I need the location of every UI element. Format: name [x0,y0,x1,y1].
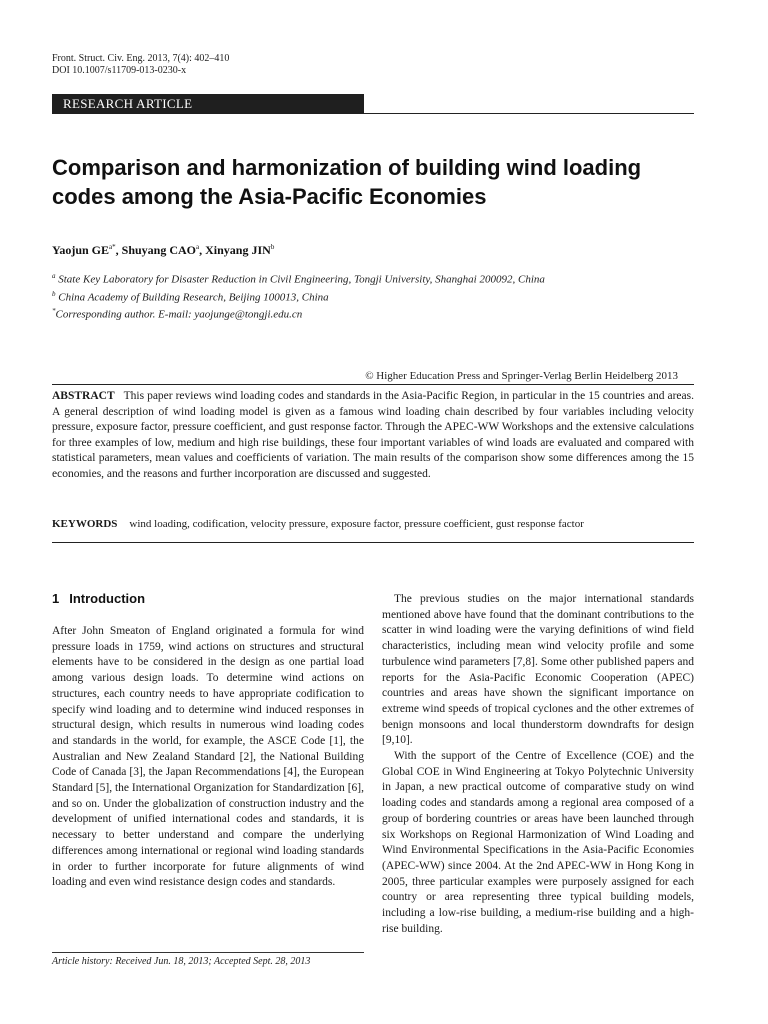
journal-info [52,53,229,77]
author-name: Yaojun GE [52,243,110,257]
article-history: Article history: Received Jun. 18, 2013; Accepted Sept. 28, 2013 [52,956,311,967]
affiliation-text: China Academy of Building Research, Beijing 100013, China [58,291,329,304]
author-affil-mark: a* [109,243,116,251]
journal-doi: DOI 10.1007/s11709-013-0230-x [52,65,187,76]
divider [52,542,694,543]
keywords [52,518,694,530]
affiliation-mark: a [52,272,56,280]
history-divider [52,952,364,953]
divider [52,384,694,385]
affiliation-text: Corresponding author. E-mail: yaojunge@tongji.edu.cn [55,308,303,321]
abstract [52,389,694,483]
article-type-label: RESEARCH ARTICLE [52,94,364,114]
abstract-text: This paper reviews wind loading codes and standards in the Asia-Pacific Region, in particular in the 15 countries and areas. A general description of wind loading model is given as a famous wind loading chain described by four variables including velocity pressure, exposure factor, pressure coefficient, and gust response factor. Through the APEC-WW Workshops and the extensive calculations for three examples of low, medium and high rise buildings, these four important variables of wind loads are evaluated and compared with statistical parameters, mean values and coefficients of variation. The main results of the comparison show some differences among the 15 economies, and the reasons and further incorporation are discussed and suggested. [52,390,694,480]
left-column [52,624,364,891]
corresponding-author [52,307,302,321]
author-name: Shuyang CAO [121,243,197,257]
author-affil-mark: b [270,243,275,251]
keywords-text: wind loading, codification, velocity pressure, exposure factor, pressure coefficient, gust response factor [129,518,584,530]
affiliation-mark: b [52,290,56,298]
author-separator: , [199,243,206,257]
affiliation [52,272,545,286]
section-heading [52,591,145,606]
right-column [382,592,694,937]
section-number: 1 [52,591,60,606]
abstract-label: ABSTRACT [52,390,115,402]
section-title: Introduction [69,591,146,606]
affiliation [52,290,329,304]
paper-title: Comparison and harmonization of building wind loading codes among the Asia-Pacific Economies [52,155,642,209]
article-type-bar [52,94,694,114]
paragraph: After John Smeaton of England originated a formula for wind pressure loads in 1759, wind actions on structures and structural elements have to be considered in the design as one partial load among various design loads. To determine wind actions on structures, each country needs to have appropriate codification to specify wind loading and to determine wind induced responses in structural design, which results in numerous wind loading codes and standards in the world, for example, the ASCE Code [1], the Australian and New Zealand Standard [2], the National Building Code of Canada [3], the Japan Recommendations [4], the European Standard [5], the International Organization for Standardization [6], and so on. Under the globalization of construction industry and the development of unified international codes and standards, it is necessary to better understand and compare the underlying differences among international or regional wind loading standards in order to further incorporate for future alignments of wind loading and even wind resistance design codes and standards. [52,625,364,889]
author-list [52,243,274,258]
paragraph: The previous studies on the major international standards mentioned above have found that the dominant contributions to the scatter in wind loading were the varying definitions of wind field characteristics, including mean wind velocity profile and some turbulence wind parameters [7,8]. Some other published papers and reports for the Asia-Pacific Economic Cooperation (APEC) countries and areas have shown the significant importance on extreme wind speeds of tropical cyclones and the other extremes of benign monsoons and local thunderstorm downdrafts for design [9,10]. [382,593,694,747]
keywords-label: KEYWORDS [52,518,118,530]
author-affil-mark: a [196,243,200,251]
affiliation-mark: * [52,307,56,315]
journal-citation: Front. Struct. Civ. Eng. 2013, 7(4): 402–410 [52,53,230,64]
affiliation-text: State Key Laboratory for Disaster Reduction in Civil Engineering, Tongji University, Shanghai 200092, China [58,273,545,286]
copyright-notice: © Higher Education Press and Springer-Verlag Berlin Heidelberg 2013 [365,370,678,382]
author-separator: , [115,243,122,257]
author-name: Xinyang JIN [205,243,271,257]
paragraph: With the support of the Centre of Excellence (COE) and the Global COE in Wind Engineering at Tokyo Polytechnic University in Japan, a new practical outcome of comparative study on wind loading codes and standards among a regional area composed of a group of bordering countries or areas have been launched through six Workshops on Regional Harmonization of Wind Loading and Wind Environmental Specifications in the Asia-Pacific Economies (APEC-WW) since 2004. At the 2nd APEC-WW in Hong Kong in 2005, three particular examples were purposely assigned for each country or area representing three typical building models, including a low-rise building, a medium-rise building and a high-rise building. [382,750,694,935]
